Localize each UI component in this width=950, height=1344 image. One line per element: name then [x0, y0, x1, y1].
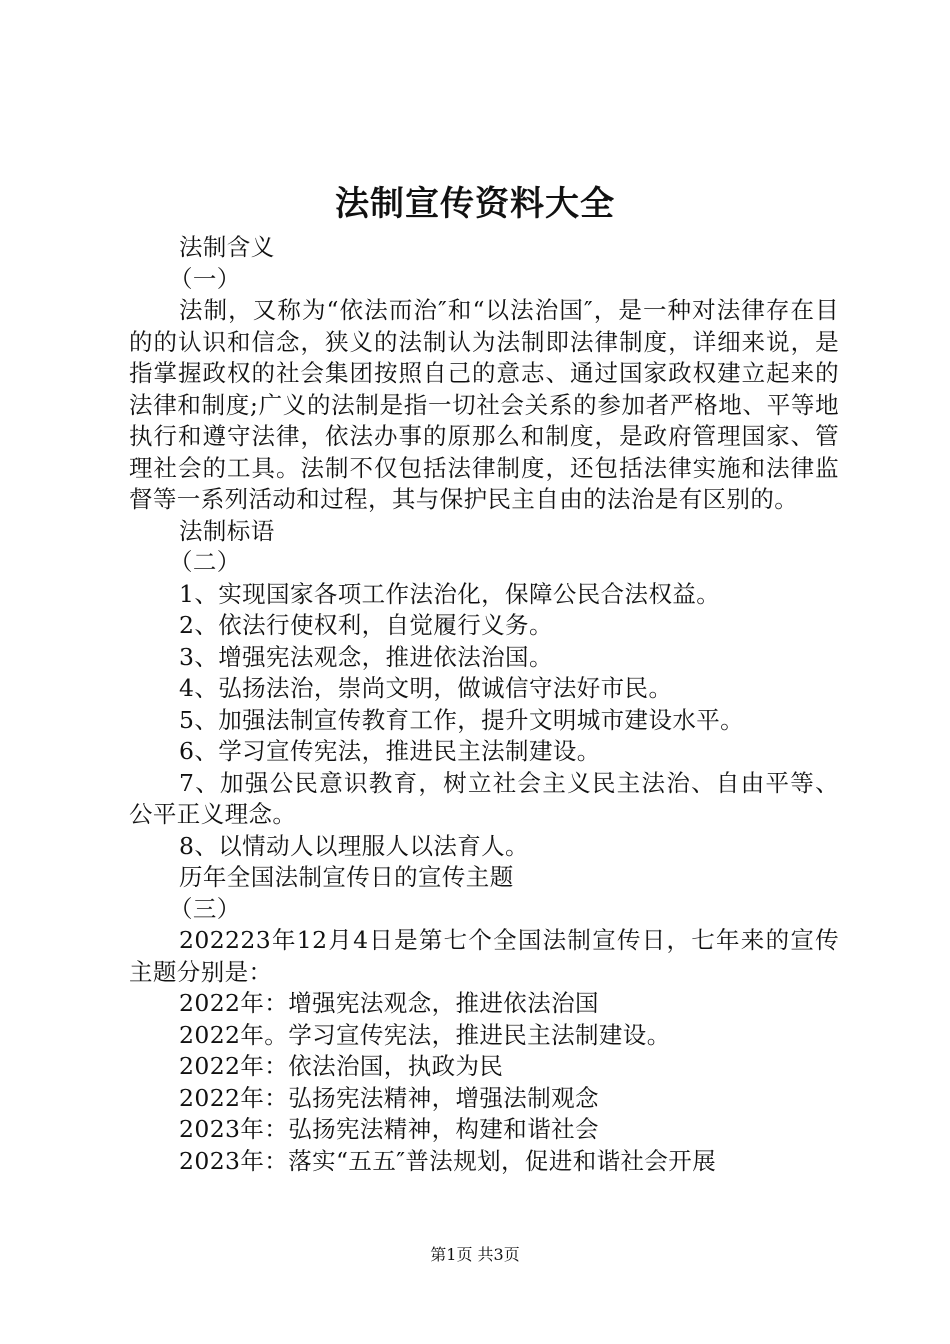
- list-item: 2022年：依法治国，执政为民: [179, 1052, 504, 1080]
- list-item: 1、实现国家各项工作法治化，保障公民合法权益。: [179, 579, 721, 608]
- section-number: （二）: [169, 548, 241, 576]
- list-item: 2023年：落实“五五″普法规划，促进和谐社会开展: [179, 1146, 717, 1175]
- section-paragraph: 法制，又称为“依法而治″和“以法治国″，是一种对法律存在目的的认识和信念，狭义的法制认为法制即法律制度，详细来说，是指掌握政权的社会集团按照自己的意志、通过国家政权建立起来的法律和制度;广义的法制是指一切社会关系的参加者严格地、平等地执行和遵守法律，依法办事的原那么和制度，是政府管理国家、管理社会的工具。法制不仅包括法律制度，还包括法律实施和法律监督等一系列活动和过程，其与保护民主自由的法治是有区别的。: [129, 296, 839, 513]
- list-item: 2022年。学习宣传宪法，推进民主法制建设。: [179, 1020, 671, 1049]
- document-title: 法制宣传资料大全: [335, 184, 615, 224]
- section-heading: 法制标语: [179, 516, 275, 545]
- list-item: 6、学习宣传宪法，推进民主法制建设。: [179, 737, 601, 765]
- section-heading: 法制含义: [179, 233, 275, 261]
- list-item: 3、增强宪法观念，推进依法治国。: [179, 642, 553, 671]
- list-item: 2、依法行使权利，自觉履行义务。: [179, 611, 553, 639]
- list-item: 2022年：增强宪法观念，推进依法治国: [179, 989, 599, 1017]
- page-footer: 第1页 共3页: [430, 1245, 520, 1264]
- list-item: 8、以情动人以理服人以法育人。: [179, 831, 529, 860]
- list-item: 5、加强法制宣传教育工作，提升文明城市建设水平。: [179, 705, 745, 734]
- section-number: （一）: [169, 264, 241, 293]
- document-body: [129, 232, 839, 1177]
- list-item: 4、弘扬法治，崇尚文明，做诚信守法好市民。: [179, 674, 673, 702]
- list-item: 2023年：弘扬宪法精神，构建和谐社会: [179, 1115, 599, 1143]
- list-item: 7、加强公民意识教育，树立社会主义民主法治、自由平等、公平正义理念。: [129, 768, 839, 828]
- section-paragraph: 202223年12月4日是第七个全国法制宣传日，七年来的宣传主题分别是：: [129, 926, 839, 986]
- list-item: 2022年：弘扬宪法精神，增强法制观念: [179, 1083, 599, 1112]
- section-number: （三）: [169, 894, 241, 923]
- section-heading: 历年全国法制宣传日的宣传主题: [179, 863, 514, 891]
